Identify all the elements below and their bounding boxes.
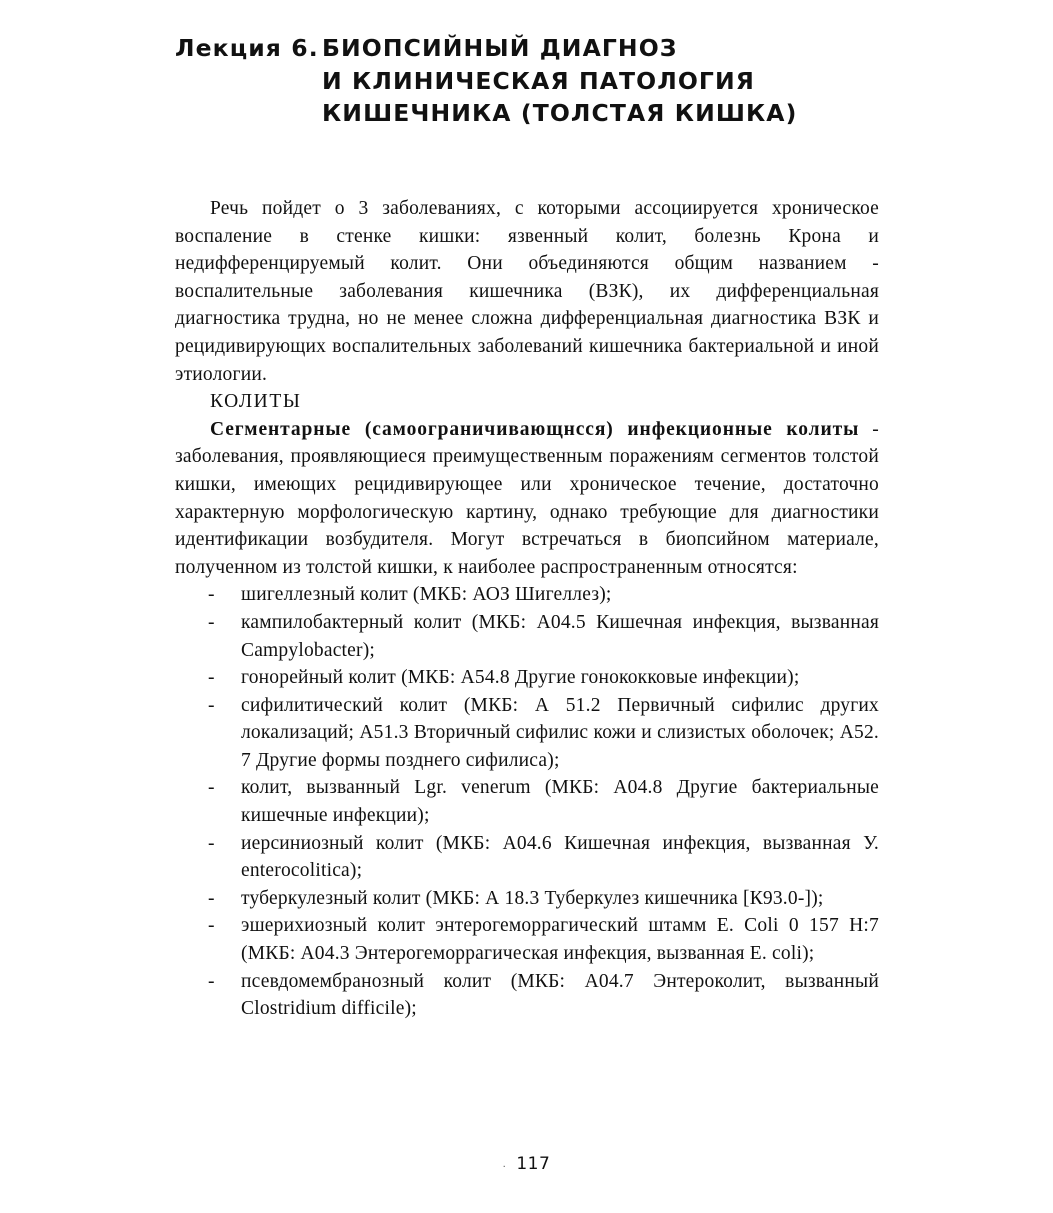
list-item [175, 912, 879, 967]
list-item-text: гонорейный колит (МКБ: А54.8 Другие гонококковые инфекции); [241, 667, 800, 689]
list-item-text: туберкулезный колит (МКБ: А 18.3 Туберкулез кишечника [К93.0-]); [241, 887, 824, 909]
list-item [175, 581, 879, 609]
list-item [175, 885, 879, 913]
page-number-text: 117 [516, 1154, 551, 1174]
title-line: БИОПСИЙНЫЙ ДИАГНОЗ [322, 34, 678, 62]
title-line: КИШЕЧНИКА (ТОЛСТАЯ КИШКА) [322, 99, 798, 127]
list-dash: - [208, 915, 215, 937]
list-item [175, 774, 879, 829]
list-item [175, 664, 879, 692]
list-dash: - [208, 777, 215, 799]
list-item-text: псевдомембранозный колит (МКБ: А04.7 Энтероколит, вызванный Clostridium difficile); [241, 970, 879, 1020]
list-dash: - [208, 694, 215, 716]
list-item [175, 830, 879, 885]
list-dash: - [208, 887, 215, 909]
list-item [175, 968, 879, 1023]
list-item-text: эшерихиозный колит энтерогеморрагический штамм E. Coli 0 157 Н:7 (МКБ: А04.3 Энтерогеморрагическая инфекция, вызванная E. coli); [241, 915, 879, 965]
section-title: КОЛИТЫ [210, 391, 302, 413]
list-dash: - [208, 832, 215, 854]
lecture-number: Лекция 6. [175, 34, 319, 62]
list-item-text: колит, вызванный Lgr. venerum (МКБ: А04.8 Другие бактериальные кишечные инфекции); [241, 777, 879, 827]
list-dash: - [208, 584, 215, 606]
page-mark: . [502, 1158, 507, 1170]
list-dash: - [208, 970, 215, 992]
body-text [175, 195, 879, 1023]
lecture-title [322, 32, 797, 130]
page-number [0, 1154, 1053, 1174]
colitis-list [175, 581, 879, 1023]
intro-paragraph: Речь пойдет о 3 заболеваниях, с которыми ассоциируется хроническое воспаление в стенке кишки: язвенный колит, болезнь Крона и недифференцируемый колит. Они объединяются общим названием - воспалительные заболевания кишечника (ВЗК), их дифференциальная диагностика трудна, но не менее сложна дифференциальная диагностика ВЗК и рецидивирующих воспалительных заболеваний кишечника бактериальной и иной этиологии. [175, 198, 879, 385]
list-item [175, 609, 879, 664]
list-item-text: кампилобактерный колит (МКБ: А04.5 Кишечная инфекция, вызванная Campylobacter); [241, 611, 879, 661]
list-item [175, 692, 879, 775]
list-item-text: сифилитический колит (МКБ: А 51.2 Первичный сифилис других локализаций; А51.3 Вторичный сифилис кожи и слизистых оболочек; А52. 7 Другие формы позднего сифилиса); [241, 694, 879, 771]
definition-term: Сегментарные (самоограничивающнсся) инфекционные колиты [210, 418, 860, 440]
title-line: И КЛИНИЧЕСКАЯ ПАТОЛОГИЯ [322, 66, 755, 95]
list-item-text: иерсиниозный колит (МКБ: А04.6 Кишечная инфекция, вызванная У. enterocolitica); [241, 832, 879, 882]
definition-text: - заболевания, проявляющиеся преимущественным поражениям сегментов толстой кишки, имеющих рецидивирующее или хроническое течение, достаточно характерную морфологическую картину, однако требующие для диагностики идентификации возбудителя. Могут встречаться в биопсийном материале, полученном из толстой кишки, к наиболее распространенным относятся: [175, 418, 879, 578]
list-dash: - [208, 611, 215, 633]
list-dash: - [208, 667, 215, 689]
list-item-text: шигеллезный колит (МКБ: АОЗ Шигеллез); [241, 584, 612, 606]
definition-paragraph [175, 416, 879, 582]
